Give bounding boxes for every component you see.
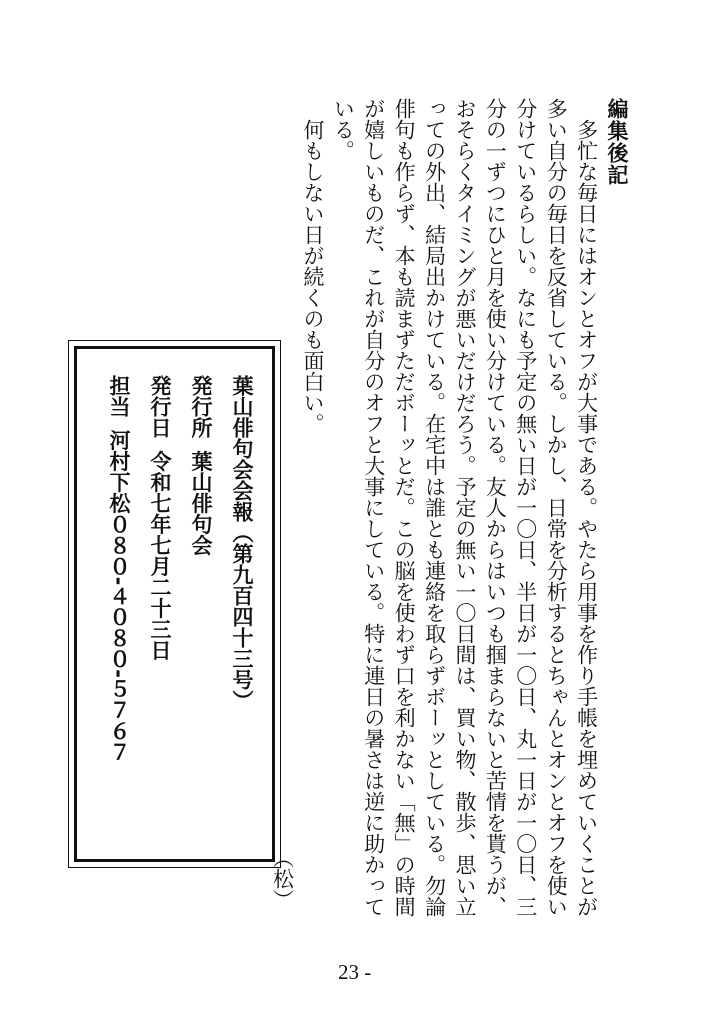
colophon-publisher-row [180,375,221,835]
colophon-box [68,340,281,868]
publisher-name: 葉山俳句会 [189,450,213,556]
issue-date: 令和七年七月二十三日 [148,450,172,661]
editorial-paragraph-2: 何もしない日が続くのも面白い。 [300,119,325,434]
contact-label: 担当 [107,375,131,417]
issue-number: （第九百四十三号） [230,522,254,711]
colophon-contact-row [98,375,139,835]
editorial-paragraph-1: 多忙な毎日にはオンとオフが大事である。やたら用事を作り手帳を埋めていくことが多い自分の毎日を反省している。しかし、日常を分析するとちゃんとオンとオフを使い分けているらしい。なにも予定の無い日が一〇日、半日が一〇日、丸一日が一〇日、三分の一ずつにひと月を使い分けている。友人からはいつも掴まらないと苦情を貰うが、おそらくタイミングが悪いだけだろう。予定の無い一〇日間は、買い物、散歩、思い立っての外出、結局出かけている。在宅中は誰とも連絡を取らずボーッとしている。勿論俳句も作らず、本も読まずただボーッとだ。この脳を使わず口を利かない「無」の時間が嬉しいものだ、これが自分のオフと大事にしている。特に連日の暑さは逆に助かっている。 [331,98,599,917]
colophon-date-row [139,375,180,835]
date-label: 発行日 [148,375,172,438]
contact-info: 河村下松０８０-４０８０-５７６７ [107,429,131,763]
colophon-text [98,375,262,835]
publisher-label: 発行所 [189,375,213,438]
editorial-title: 編集後記 [605,98,630,186]
publication-name: 葉山俳句会会報 [230,375,254,522]
page-number: 23 - [338,960,372,984]
colophon-publication-row [221,375,262,835]
editorial-postscript [267,98,632,928]
editorial-signature: （松） [270,847,295,910]
